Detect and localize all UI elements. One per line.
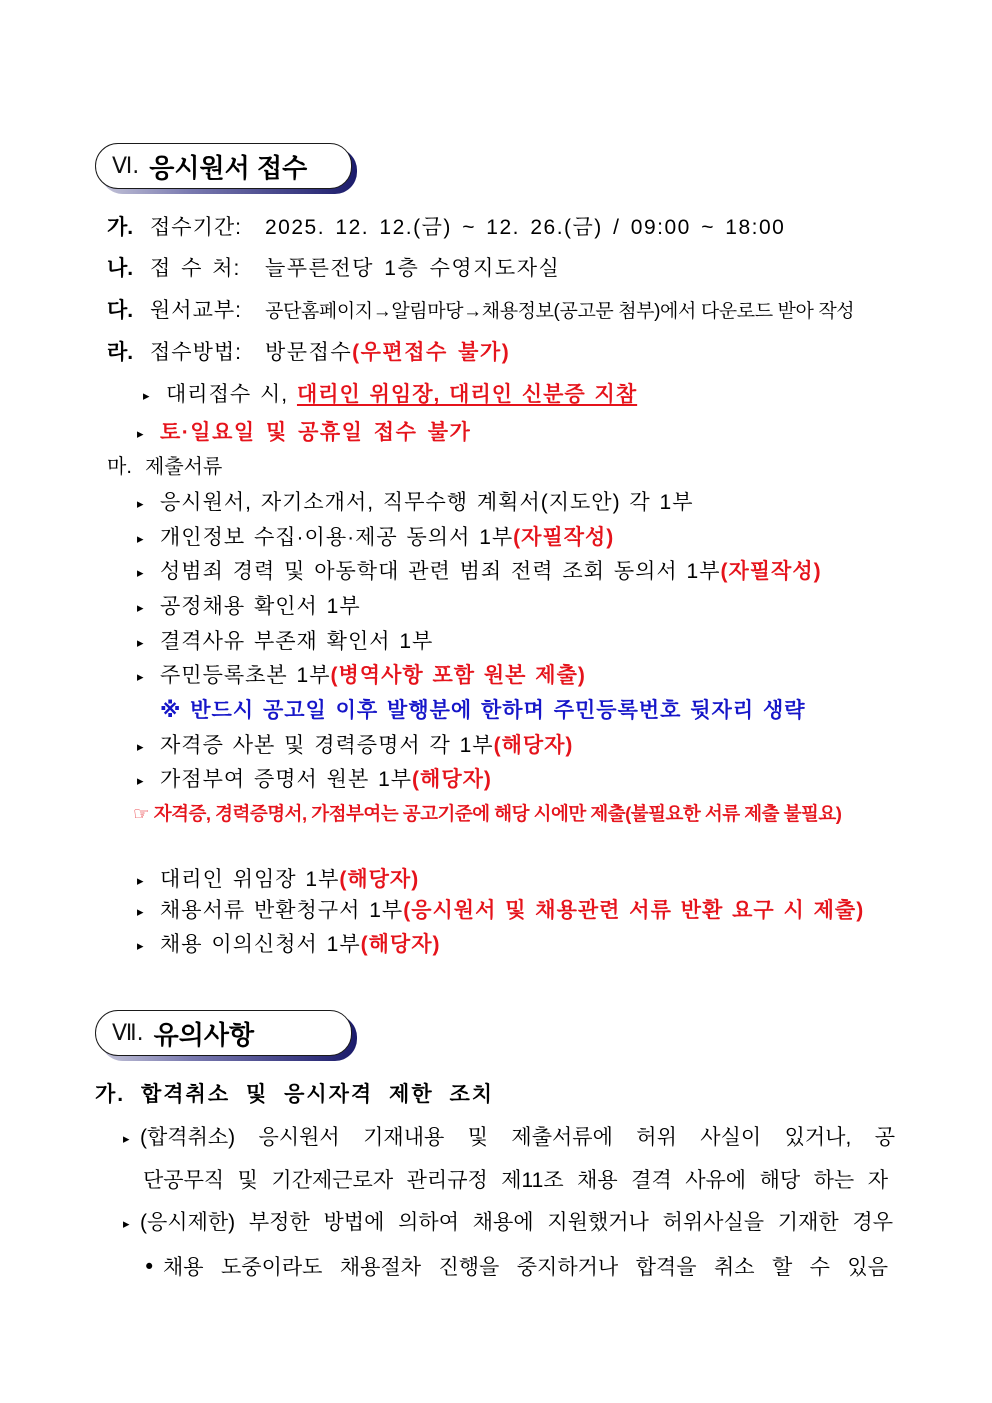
bullet-icon: ▸ [123, 1132, 130, 1147]
document-note: (응시원서 및 채용관련 서류 반환 요구 시 제출) [403, 899, 865, 922]
document-text: 자격증 사본 및 경력증명서 각 1부 [160, 734, 494, 757]
notice-heading [95, 1081, 494, 1109]
list-item [137, 732, 573, 760]
item-label: 접수기간: [150, 216, 242, 239]
section-numeral: Ⅶ. [112, 1020, 144, 1046]
document-text: 대리인 위임장 1부 [160, 868, 340, 891]
document-text: 응시원서, 자기소개서, 직무수행 계획서(지도안) 각 1부 [160, 491, 694, 514]
item-note: (우편접수 불가) [352, 341, 511, 364]
list-item [137, 628, 433, 656]
item-marker: 라. [107, 341, 134, 364]
item-marker: 다. [107, 299, 134, 322]
section-title: 유의사항 [153, 1019, 255, 1050]
restriction-line [123, 1209, 893, 1237]
item-marker: 나. [107, 257, 134, 280]
bullet-icon: ▸ [137, 566, 144, 581]
list-item [137, 662, 586, 690]
bullet-icon: ▸ [137, 427, 144, 442]
item-marker: 가. [107, 216, 134, 239]
cancellation-line [123, 1124, 895, 1152]
document-note: (병역사항 포함 원본 제출) [330, 664, 586, 687]
document-text: 개인정보 수집·이용·제공 동의서 1부 [160, 526, 514, 549]
list-item [137, 897, 864, 925]
section-numeral: Ⅵ. [112, 153, 140, 179]
list-item [137, 766, 492, 794]
bullet-icon: ▸ [137, 774, 144, 789]
document-note: (해당자) [339, 868, 420, 891]
document-text: 주민등록초본 1부 [160, 664, 331, 687]
bullet-icon: ▸ [137, 740, 144, 755]
holiday-line [137, 419, 471, 447]
cancellation-text: (합격취소) 응시원서 기재내용 및 제출서류에 허위 사실이 있거나, 공 [140, 1126, 895, 1149]
document-note: (해당자) [412, 768, 492, 791]
list-item [137, 593, 361, 621]
residence-notice: ※ 반드시 공고일 이후 발행분에 한하며 주민등록번호 뒷자리 생략 [160, 699, 806, 722]
section6-header [95, 143, 359, 196]
list-item [137, 489, 694, 517]
document-note: (자필작성) [513, 526, 615, 549]
item-label: 접수방법: [150, 341, 242, 364]
holiday-text: 토·일요일 및 공휴일 접수 불가 [160, 421, 472, 444]
item-value: 늘푸른전당 1층 수영지도자실 [265, 257, 561, 280]
document-text: 채용 이의신청서 1부 [160, 933, 361, 956]
bullet-icon: ▸ [137, 939, 144, 954]
document-text: 가점부여 증명서 원본 1부 [160, 768, 413, 791]
bullet-icon: ▸ [137, 601, 144, 616]
bullet-icon: ▸ [143, 389, 150, 404]
bullet-icon: ▸ [123, 1217, 130, 1232]
header-box [95, 143, 352, 189]
bullet-icon: ▸ [137, 874, 144, 889]
proxy-line [143, 381, 637, 409]
bullet-icon: ▸ [137, 670, 144, 685]
item-label: 접 수 처: [150, 257, 241, 280]
item-value: 2025. 12. 12.(금) ~ 12. 26.(금) / 09:00 ~ 18:00 [265, 216, 786, 239]
receipt-period-line [107, 214, 785, 242]
item-value: 방문접수 [265, 341, 353, 364]
bullet-icon: ▸ [137, 636, 144, 651]
header-box [95, 1010, 352, 1056]
list-item [137, 866, 419, 894]
proxy-requirement: 대리인 위임장, 대리인 신분증 지참 [296, 383, 638, 406]
receipt-method-line [107, 339, 510, 367]
item-label: 제출서류 [145, 456, 223, 478]
consequence-text: 채용 도중이라도 채용절차 진행을 중지하거나 합격을 취소 할 수 있음 [163, 1256, 888, 1279]
item-label: 원서교부: [150, 299, 242, 322]
document-note: (자필작성) [720, 560, 822, 583]
section-title: 응시원서 접수 [149, 152, 308, 183]
document-text: 결격사유 부존재 확인서 1부 [160, 630, 434, 653]
document-text: 성범죄 경력 및 아동학대 관련 범죄 전력 조회 동의서 1부 [160, 560, 721, 583]
consequence-line [143, 1253, 888, 1281]
document-text: 채용서류 반환청구서 1부 [160, 899, 404, 922]
heading-text: 합격취소 및 응시자격 제한 조치 [140, 1083, 495, 1106]
item-value: 공단홈페이지→알림마당→채용정보(공고문 첨부)에서 다운로드 받아 작성 [265, 301, 855, 322]
documents-heading [107, 453, 222, 481]
cancellation-continuation: 단공무직 및 기간제근로자 관리규정 제11조 채용 결격 사유에 해당 하는 자 [143, 1169, 888, 1192]
list-item [137, 524, 614, 552]
item-marker: 마. [107, 456, 132, 478]
receipt-place-line [107, 255, 560, 283]
restriction-text: (응시제한) 부정한 방법에 의하여 채용에 지원했거나 허위사실을 기재한 경우 [140, 1211, 893, 1234]
certificate-tip: ☞ 자격증, 경력증명서, 가점부여는 공고기준에 해당 시에만 제출(불필요한 서류 제출 불필요) [133, 803, 842, 824]
document-note: (해당자) [493, 734, 574, 757]
bullet-icon: ▸ [137, 497, 144, 512]
bullet-icon: ▸ [137, 905, 144, 920]
list-item [137, 931, 441, 959]
heading-marker: 가. [95, 1083, 126, 1106]
proxy-text: 대리접수 시, [166, 383, 289, 406]
distribution-line [107, 297, 854, 325]
bullet-icon: ▸ [137, 532, 144, 547]
list-item [137, 558, 822, 586]
dot-bullet-icon: • [143, 1255, 156, 1279]
section7-header [95, 1010, 359, 1063]
document-note: (해당자) [360, 933, 441, 956]
document-text: 공정채용 확인서 1부 [160, 595, 361, 618]
